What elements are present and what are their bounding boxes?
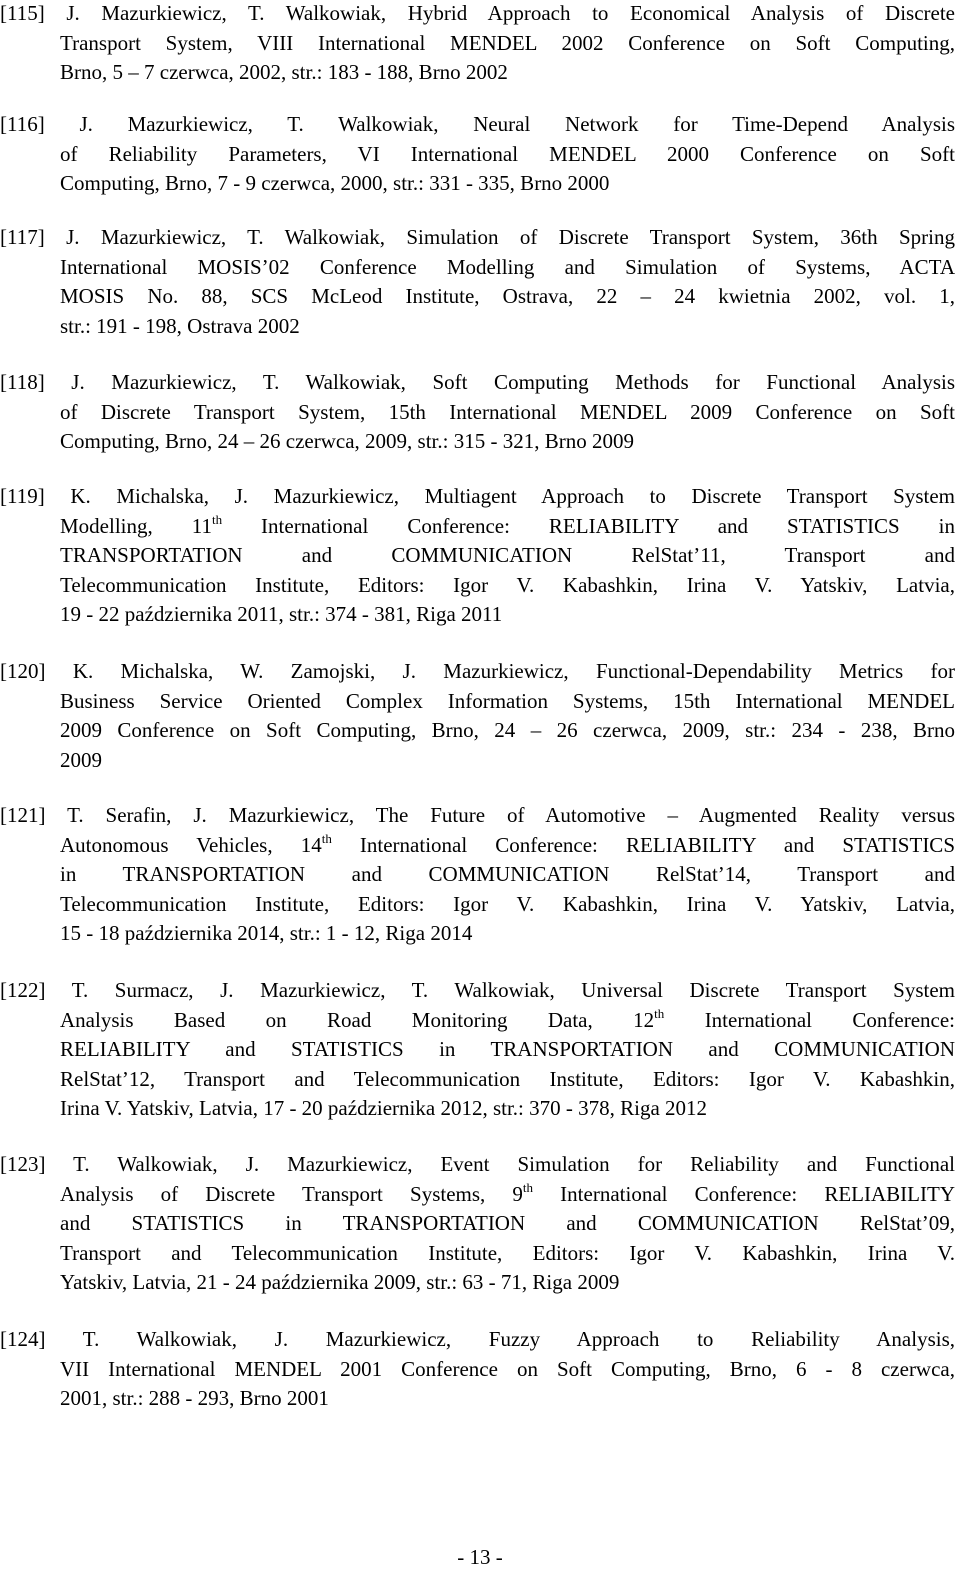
- reference-text: Brno, 5 – 7 czerwca, 2002, str.: 183 - 188, Brno 2002: [60, 60, 508, 85]
- reference-entry: [0, 1325, 955, 1414]
- page-number: - 13 -: [457, 1545, 503, 1569]
- ordinal-superscript: th: [654, 1005, 665, 1021]
- reference-line: [0, 831, 955, 861]
- reference-text: and STATISTICS in TRANSPORTATION and COMMUNICATION RelStat’09,: [60, 1211, 955, 1236]
- reference-text: International MOSIS’02 Conference Modelling and Simulation of Systems, ACTA: [60, 254, 955, 279]
- reference-text: 19 - 22 października 2011, str.: 374 - 381, Riga 2011: [60, 602, 503, 627]
- reference-text: of Reliability Parameters, VI International MENDEL 2000 Conference on Soft: [60, 141, 955, 166]
- reference-text: VII International MENDEL 2001 Conference on Soft Computing, Brno, 6 - 8 czerwca,: [60, 1356, 955, 1381]
- reference-first-line: [0, 657, 955, 687]
- reference-line: [0, 58, 955, 88]
- reference-line: [0, 746, 955, 776]
- reference-first-line: [0, 801, 955, 831]
- reference-line: [0, 1035, 955, 1065]
- reference-line: [0, 687, 955, 717]
- reference-text: 15 - 18 października 2014, str.: 1 - 12, Riga 2014: [60, 921, 473, 946]
- ordinal-superscript: th: [522, 1179, 534, 1195]
- reference-text: 2009: [60, 747, 102, 772]
- reference-first-line: [0, 110, 955, 140]
- reference-text: T. Walkowiak, J. Mazurkiewicz, Fuzzy Approach to Reliability Analysis,: [82, 1327, 955, 1351]
- reference-line: [0, 541, 955, 571]
- reference-line: [0, 600, 955, 630]
- reference-text: Transport and Telecommunication Institute, Editors: Igor V. Kabashkin, Irina V.: [60, 1240, 955, 1265]
- reference-number: [118]: [0, 370, 45, 394]
- reference-line: [0, 1180, 955, 1210]
- reference-number: [115]: [0, 1, 45, 25]
- reference-text: J. Mazurkiewicz, T. Walkowiak, Hybrid Approach to Economical Analysis of Discrete: [66, 1, 955, 25]
- reference-first-line: [0, 368, 955, 398]
- reference-line: [0, 140, 955, 170]
- reference-first-line: [0, 223, 955, 253]
- reference-entry: [0, 223, 955, 341]
- reference-number: [121]: [0, 803, 46, 827]
- reference-line: [0, 1094, 955, 1124]
- reference-text: RELIABILITY and STATISTICS in TRANSPORTATION and COMMUNICATION: [60, 1037, 955, 1062]
- reference-text: Transport System, VIII International MENDEL 2002 Conference on Soft Computing,: [60, 30, 955, 55]
- reference-text: of Discrete Transport System, 15th International MENDEL 2009 Conference on Soft: [60, 399, 955, 424]
- ordinal-superscript: th: [211, 511, 223, 527]
- reference-first-line: [0, 1150, 955, 1180]
- reference-text: Irina V. Yatskiv, Latvia, 17 - 20 października 2012, str.: 370 - 378, Riga 2012: [60, 1096, 708, 1121]
- reference-line: [0, 282, 955, 312]
- reference-line: [0, 1209, 955, 1239]
- reference-text: Analysis Based on Road Monitoring Data, 12th International Conference:: [60, 1005, 955, 1032]
- reference-text: J. Mazurkiewicz, T. Walkowiak, Simulation of Discrete Transport System, 36th Spring: [66, 225, 955, 249]
- reference-line: [0, 571, 955, 601]
- reference-number: [122]: [0, 978, 46, 1002]
- reference-number: [120]: [0, 659, 46, 683]
- reference-line: [0, 1355, 955, 1385]
- reference-text: 2009 Conference on Soft Computing, Brno, 24 – 26 czerwca, 2009, str.: 234 - 238, Brno: [60, 718, 955, 743]
- reference-line: [0, 890, 955, 920]
- reference-text: K. Michalska, W. Zamojski, J. Mazurkiewicz, Functional-Dependability Metrics for: [72, 659, 955, 683]
- reference-first-line: [0, 482, 955, 512]
- reference-entry: [0, 368, 955, 457]
- reference-entry: [0, 976, 955, 1124]
- reference-entry: [0, 482, 955, 630]
- reference-text: J. Mazurkiewicz, T. Walkowiak, Soft Computing Methods for Functional Analysis: [71, 370, 956, 394]
- reference-text: T. Surmacz, J. Mazurkiewicz, T. Walkowiak, Universal Discrete Transport System: [71, 978, 956, 1002]
- reference-text: Computing, Brno, 7 - 9 czerwca, 2000, str.: 331 - 335, Brno 2000: [60, 171, 610, 196]
- reference-text: Analysis of Discrete Transport Systems, 9th International Conference: RELIABILITY: [60, 1179, 955, 1206]
- reference-number: [124]: [0, 1327, 46, 1351]
- reference-line: [0, 512, 955, 542]
- reference-text: Modelling, 11th International Conference: RELIABILITY and STATISTICS in: [60, 511, 956, 538]
- reference-line: [0, 1006, 955, 1036]
- reference-line: [0, 427, 955, 457]
- reference-number: [116]: [0, 112, 45, 136]
- reference-text: T. Walkowiak, J. Mazurkiewicz, Event Simulation for Reliability and Functional: [73, 1152, 955, 1176]
- reference-number: [117]: [0, 225, 45, 249]
- reference-text: Telecommunication Institute, Editors: Igor V. Kabashkin, Irina V. Yatskiv, Latvia,: [60, 891, 955, 916]
- reference-text: Computing, Brno, 24 – 26 czerwca, 2009, str.: 315 - 321, Brno 2009: [60, 429, 634, 454]
- reference-entry: [0, 1150, 955, 1298]
- reference-line: [0, 716, 955, 746]
- reference-text: Yatskiv, Latvia, 21 - 24 października 2009, str.: 63 - 71, Riga 2009: [60, 1270, 620, 1295]
- reference-line: [0, 29, 955, 59]
- reference-text: Autonomous Vehicles, 14th International Conference: RELIABILITY and STATISTICS: [60, 830, 955, 857]
- reference-entry: [0, 801, 955, 949]
- reference-line: [0, 312, 955, 342]
- reference-entry: [0, 110, 955, 199]
- reference-entry: [0, 657, 955, 775]
- reference-text: Telecommunication Institute, Editors: Igor V. Kabashkin, Irina V. Yatskiv, Latvia,: [60, 572, 955, 597]
- reference-line: [0, 1065, 955, 1095]
- reference-text: in TRANSPORTATION and COMMUNICATION RelStat’14, Transport and: [60, 862, 955, 887]
- reference-line: [0, 398, 955, 428]
- reference-line: [0, 1239, 955, 1269]
- reference-number: [123]: [0, 1152, 46, 1176]
- reference-number: [119]: [0, 484, 45, 508]
- reference-text: TRANSPORTATION and COMMUNICATION RelStat’11, Transport and: [60, 543, 955, 568]
- reference-first-line: [0, 976, 955, 1006]
- reference-line: [0, 1268, 955, 1298]
- reference-first-line: [0, 0, 955, 29]
- reference-text: K. Michalska, J. Mazurkiewicz, Multiagent Approach to Discrete Transport System: [70, 484, 956, 508]
- reference-line: [0, 860, 955, 890]
- reference-first-line: [0, 1325, 955, 1355]
- reference-line: [0, 169, 955, 199]
- ordinal-superscript: th: [321, 830, 332, 846]
- reference-text: MOSIS No. 88, SCS McLeod Institute, Ostrava, 22 – 24 kwietnia 2002, vol. 1,: [60, 284, 955, 309]
- reference-text: T. Serafin, J. Mazurkiewicz, The Future of Automotive – Augmented Reality versus: [67, 803, 955, 827]
- reference-line: [0, 1384, 955, 1414]
- reference-line: [0, 919, 955, 949]
- reference-line: [0, 253, 955, 283]
- reference-entry: [0, 0, 955, 88]
- reference-text: J. Mazurkiewicz, T. Walkowiak, Neural Network for Time-Depend Analysis: [79, 112, 956, 136]
- reference-text: str.: 191 - 198, Ostrava 2002: [60, 313, 300, 338]
- reference-text: Business Service Oriented Complex Information Systems, 15th International MENDEL: [60, 688, 955, 713]
- reference-text: RelStat’12, Transport and Telecommunication Institute, Editors: Igor V. Kabashkin,: [60, 1066, 955, 1091]
- reference-text: 2001, str.: 288 - 293, Brno 2001: [60, 1386, 329, 1411]
